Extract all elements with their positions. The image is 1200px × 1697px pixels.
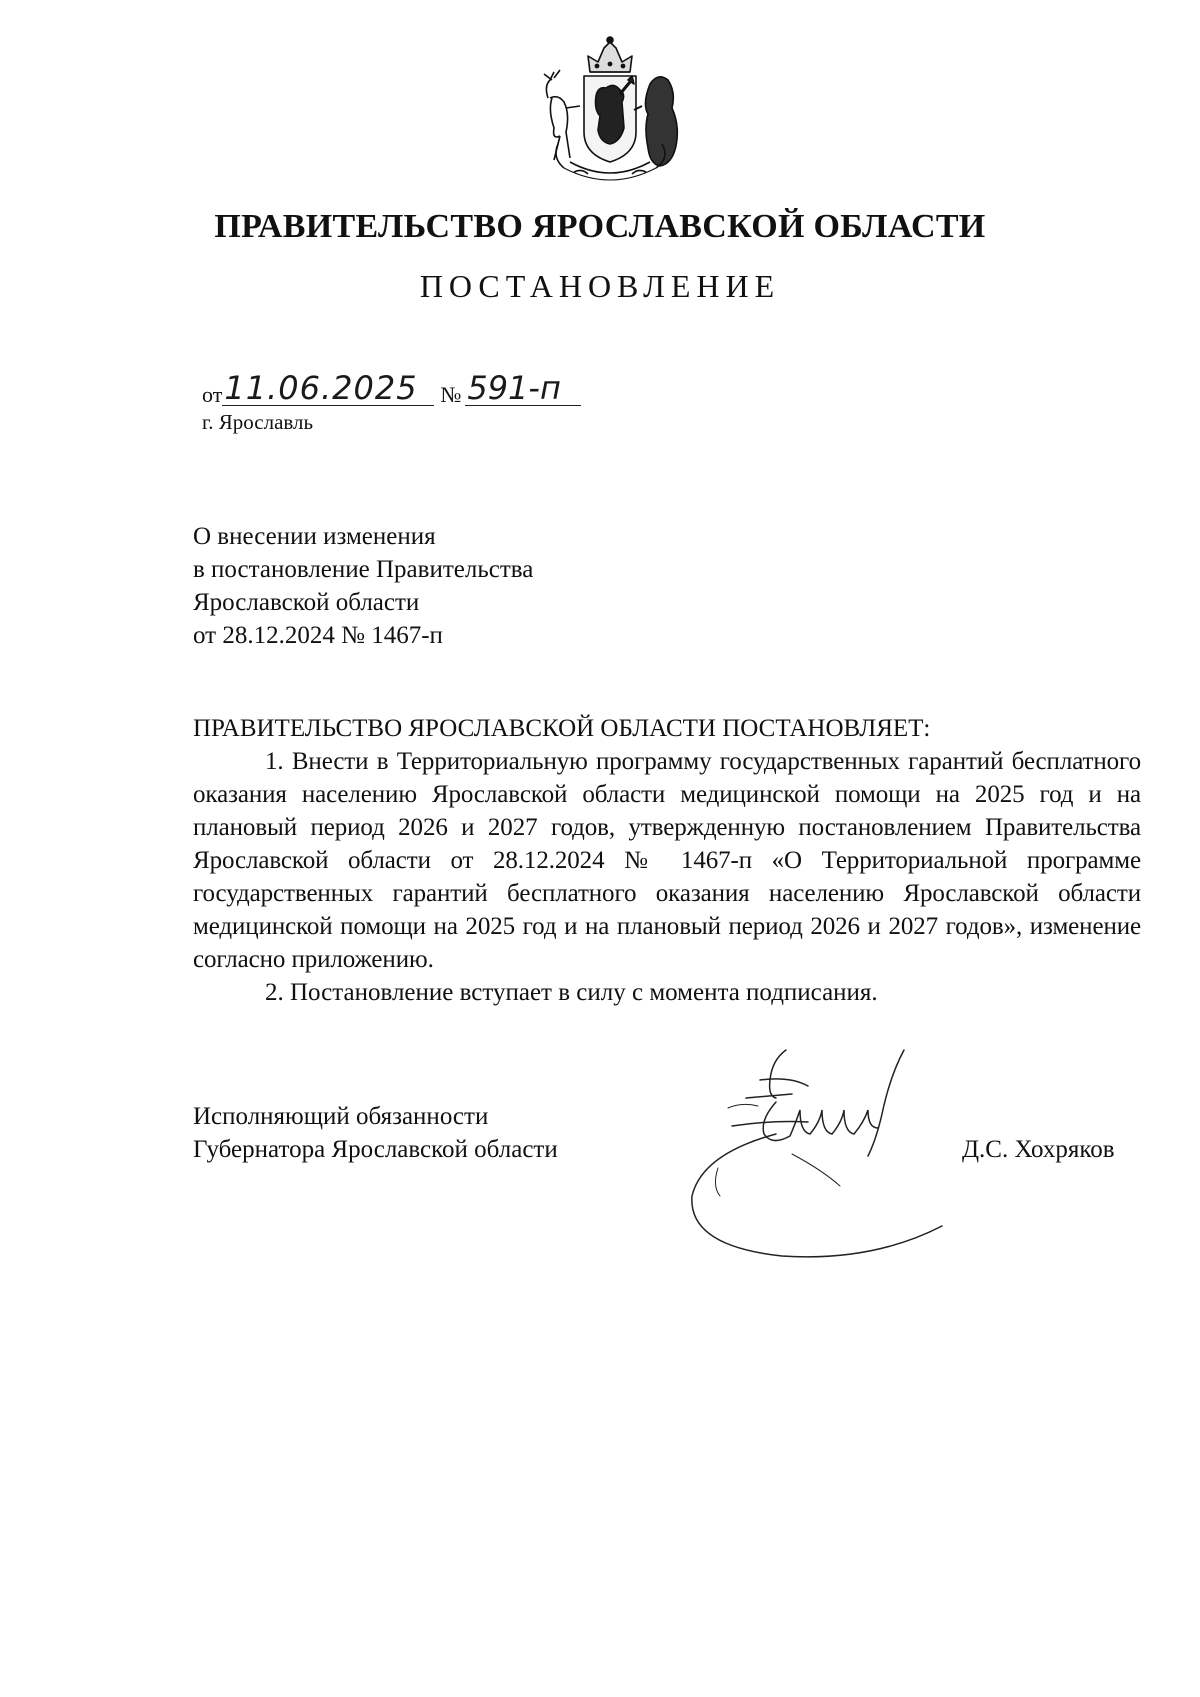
position-line: Исполняющий обязанности xyxy=(193,1103,489,1130)
signatory-name: Д.С. Хохряков xyxy=(962,1136,1115,1163)
position-line: Губернатора Ярославской области xyxy=(193,1136,558,1163)
paragraph-2: 2. Постановление вступает в силу с момента подписания. xyxy=(265,979,878,1006)
document-subject xyxy=(193,520,533,652)
decree-line: ПРАВИТЕЛЬСТВО ЯРОСЛАВСКОЙ ОБЛАСТИ ПОСТАНОВЛЯЕТ: xyxy=(193,715,931,742)
document-meta xyxy=(202,360,581,435)
date-label: от xyxy=(202,382,223,407)
signature-icon xyxy=(672,1036,962,1276)
date-value: 11.06.2025 xyxy=(222,371,434,406)
subject-line: от 28.12.2024 № 1467-п xyxy=(193,622,443,649)
date-number-line xyxy=(202,360,581,406)
city: г. Ярославль xyxy=(202,410,314,434)
document-body xyxy=(193,712,1141,1009)
coat-of-arms-icon xyxy=(530,36,690,188)
number-value: 591-п xyxy=(465,371,581,406)
subject-line: Ярославской области xyxy=(193,589,420,616)
subject-line: в постановление Правительства xyxy=(193,556,534,583)
subject-line: О внесении изменения xyxy=(193,523,436,550)
signatory-position xyxy=(193,1100,558,1166)
government-title: ПРАВИТЕЛЬСТВО ЯРОСЛАВСКОЙ ОБЛАСТИ xyxy=(214,208,986,245)
number-label: № xyxy=(440,382,462,407)
document-type: ПОСТАНОВЛЕНИЕ xyxy=(419,268,781,304)
paragraph-1: 1. Внести в Территориальную программу государственных гарантий бесплатного оказания населению Ярославской области медицинской помощи на 2025 год и на плановый период 2026 и 2027 годов, утвержденную постановлением Правительства Ярославской области от 28.12.2024 № 1467-п «О Территориальной программе государственных гарантий бесплатного оказания населению Ярославской области медицинской помощи на 2025 год и на плановый период 2026 и 2027 годов», изменение согласно приложению. xyxy=(193,748,1141,973)
